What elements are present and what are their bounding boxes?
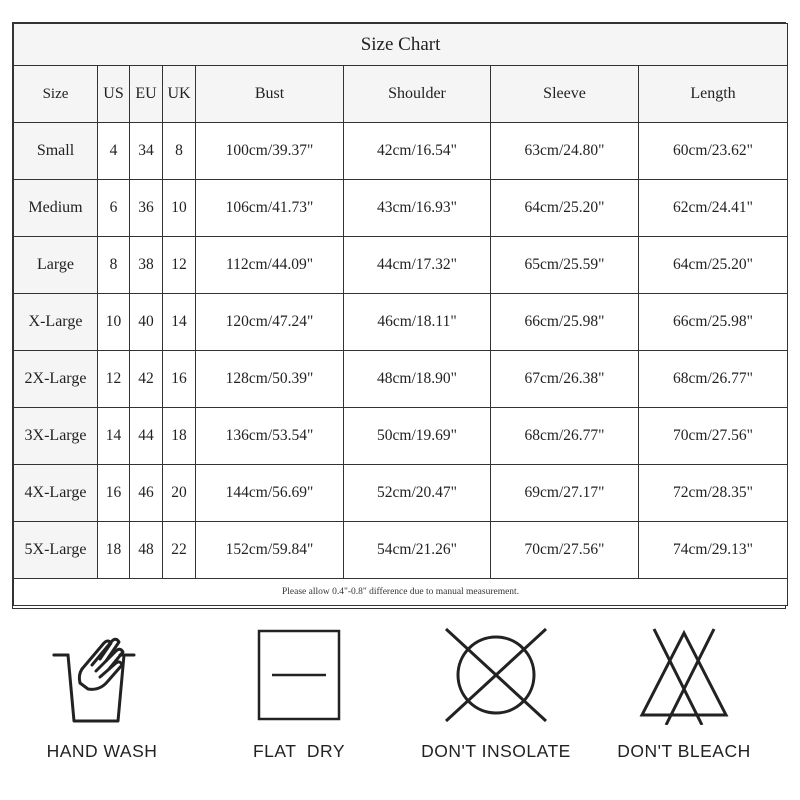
cell-length: 60cm/23.62" (639, 123, 788, 180)
cell-length: 74cm/29.13" (639, 522, 788, 579)
care-label-dont-bleach: DON'T BLEACH (617, 741, 751, 761)
column-header-uk: UK (163, 66, 196, 123)
cell-shoulder: 54cm/21.26" (344, 522, 491, 579)
cell-shoulder: 50cm/19.69" (344, 408, 491, 465)
cell-sleeve: 69cm/27.17" (491, 465, 639, 522)
table-row (14, 123, 788, 180)
column-header-size: Size (14, 66, 98, 123)
flat-dry-icon (209, 625, 389, 725)
cell-eu: 36 (130, 180, 163, 237)
header-row (14, 66, 788, 123)
cell-us: 16 (98, 465, 130, 522)
column-header-sleeve: Sleeve (491, 66, 639, 123)
cell-size: 5X-Large (14, 522, 98, 579)
cell-length: 62cm/24.41" (639, 180, 788, 237)
dont-bleach-icon (594, 625, 774, 725)
cell-size: X-Large (14, 294, 98, 351)
cell-us: 18 (98, 522, 130, 579)
table-body (14, 123, 788, 579)
chart-title: Size Chart (14, 24, 788, 66)
cell-bust: 112cm/44.09" (196, 237, 344, 294)
cell-shoulder: 43cm/16.93" (344, 180, 491, 237)
cell-size: Small (14, 123, 98, 180)
cell-uk: 20 (163, 465, 196, 522)
column-header-us: US (98, 66, 130, 123)
cell-sleeve: 64cm/25.20" (491, 180, 639, 237)
cell-uk: 16 (163, 351, 196, 408)
cell-uk: 10 (163, 180, 196, 237)
cell-shoulder: 48cm/18.90" (344, 351, 491, 408)
size-chart (12, 22, 786, 609)
table-row (14, 294, 788, 351)
cell-eu: 34 (130, 123, 163, 180)
cell-size: 2X-Large (14, 351, 98, 408)
cell-eu: 44 (130, 408, 163, 465)
cell-bust: 100cm/39.37" (196, 123, 344, 180)
cell-sleeve: 70cm/27.56" (491, 522, 639, 579)
cell-length: 66cm/25.98" (639, 294, 788, 351)
cell-shoulder: 52cm/20.47" (344, 465, 491, 522)
care-item-hand-wash (12, 609, 192, 800)
cell-length: 64cm/25.20" (639, 237, 788, 294)
cell-sleeve: 66cm/25.98" (491, 294, 639, 351)
care-label-flat-dry: FLAT DRY (252, 741, 346, 761)
care-label-dont-insolate: DON'T INSOLATE (421, 741, 571, 761)
cell-eu: 46 (130, 465, 163, 522)
care-label-hand-wash: HAND WASH (46, 741, 158, 761)
cell-bust: 120cm/47.24" (196, 294, 344, 351)
cell-length: 70cm/27.56" (639, 408, 788, 465)
cell-us: 10 (98, 294, 130, 351)
cell-sleeve: 65cm/25.59" (491, 237, 639, 294)
cell-shoulder: 46cm/18.11" (344, 294, 491, 351)
table-row (14, 408, 788, 465)
column-header-eu: EU (130, 66, 163, 123)
cell-shoulder: 42cm/16.54" (344, 123, 491, 180)
cell-sleeve: 67cm/26.38" (491, 351, 639, 408)
cell-size: 4X-Large (14, 465, 98, 522)
table-row (14, 180, 788, 237)
care-item-dont-insolate (406, 609, 586, 800)
cell-length: 72cm/28.35" (639, 465, 788, 522)
column-header-bust: Bust (196, 66, 344, 123)
care-item-dont-bleach (594, 609, 774, 800)
cell-eu: 40 (130, 294, 163, 351)
cell-us: 12 (98, 351, 130, 408)
cell-bust: 136cm/53.54" (196, 408, 344, 465)
cell-uk: 14 (163, 294, 196, 351)
cell-bust: 144cm/56.69" (196, 465, 344, 522)
dont-insolate-icon (406, 625, 586, 725)
table-row (14, 522, 788, 579)
cell-us: 14 (98, 408, 130, 465)
cell-uk: 18 (163, 408, 196, 465)
table-row (14, 465, 788, 522)
cell-us: 6 (98, 180, 130, 237)
cell-sleeve: 68cm/26.77" (491, 408, 639, 465)
cell-size: Large (14, 237, 98, 294)
cell-bust: 128cm/50.39" (196, 351, 344, 408)
table-row (14, 351, 788, 408)
table-row (14, 237, 788, 294)
cell-eu: 38 (130, 237, 163, 294)
care-instructions (0, 609, 800, 800)
cell-size: Medium (14, 180, 98, 237)
cell-bust: 106cm/41.73" (196, 180, 344, 237)
size-table (13, 23, 788, 606)
cell-eu: 42 (130, 351, 163, 408)
cell-sleeve: 63cm/24.80" (491, 123, 639, 180)
measurement-note: Please allow 0.4"-0.8" difference due to manual measurement. (14, 579, 788, 606)
cell-shoulder: 44cm/17.32" (344, 237, 491, 294)
cell-uk: 22 (163, 522, 196, 579)
cell-eu: 48 (130, 522, 163, 579)
cell-uk: 8 (163, 123, 196, 180)
cell-size: 3X-Large (14, 408, 98, 465)
cell-us: 4 (98, 123, 130, 180)
column-header-shoulder: Shoulder (344, 66, 491, 123)
column-header-length: Length (639, 66, 788, 123)
cell-us: 8 (98, 237, 130, 294)
cell-uk: 12 (163, 237, 196, 294)
cell-length: 68cm/26.77" (639, 351, 788, 408)
hand-wash-icon (12, 625, 192, 725)
cell-bust: 152cm/59.84" (196, 522, 344, 579)
care-item-flat-dry (209, 609, 389, 800)
